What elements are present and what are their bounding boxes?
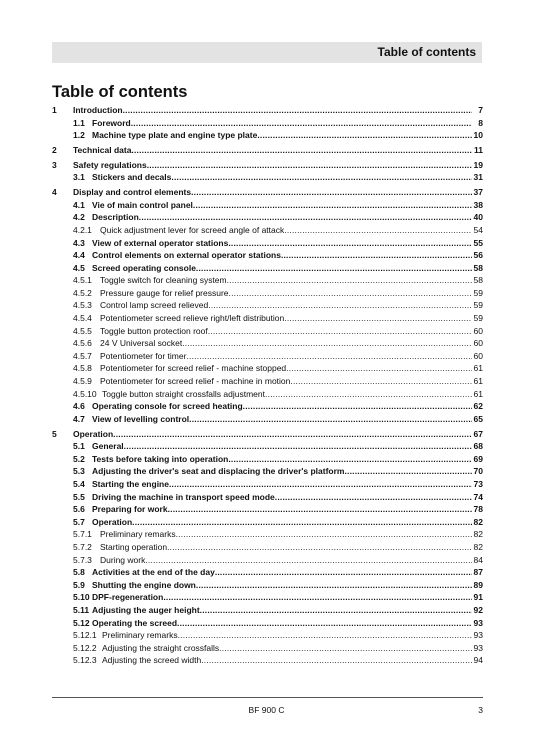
toc-entry-title: Foreword [92, 117, 131, 128]
toc-entry-page: 91 [473, 592, 483, 603]
toc-entry-page: 7 [478, 105, 483, 115]
toc-entry[interactable] [52, 186, 483, 199]
toc-entry-number: 5.12 [73, 617, 90, 628]
toc-entry-page: 61 [473, 376, 483, 387]
toc-entry-page: 58 [473, 262, 483, 273]
dot-leader [189, 413, 472, 426]
toc-entry-title: Operating the screed [92, 617, 178, 628]
toc-entry-page: 40 [473, 212, 483, 223]
toc-entry[interactable] [52, 299, 483, 312]
dot-leader [191, 186, 472, 199]
toc-entry-page: 11 [474, 144, 483, 155]
toc-entry-page: 78 [473, 504, 483, 515]
toc-entry-title: Toggle button straight crossfalls adjustment [102, 388, 266, 399]
toc-entry-page: 61 [473, 363, 483, 374]
toc-entry-title: Starting operation [100, 541, 168, 552]
toc-entry[interactable] [52, 428, 483, 441]
dot-leader [284, 224, 472, 237]
toc-entry-title: Driving the machine in transport speed mode [92, 491, 275, 502]
dot-leader [186, 350, 472, 363]
dot-leader [228, 453, 472, 466]
dot-leader [131, 144, 472, 157]
toc-entry-number: 5.7.2 [73, 541, 92, 552]
toc-entry-page: 84 [473, 554, 483, 565]
toc-entry-title: Operation [92, 516, 133, 527]
toc-entry[interactable] [52, 516, 483, 529]
dot-leader [275, 491, 472, 504]
toc-entry-page: 37 [473, 187, 483, 198]
toc-entry-number: 5 [52, 428, 57, 439]
toc-entry[interactable] [52, 413, 483, 426]
toc-entry-page: 19 [473, 159, 483, 170]
toc-entry-page: 93 [473, 642, 483, 653]
toc-entry-page: 94 [473, 655, 483, 666]
toc-entry-title: DPF-regeneration [92, 592, 164, 603]
dot-leader [163, 591, 472, 604]
toc-entry[interactable] [52, 199, 483, 212]
dot-leader [182, 337, 472, 350]
toc-entry-number: 5.5 [73, 491, 85, 502]
toc-entry-number: 5.12.3 [73, 655, 97, 666]
toc-entry-title: Safety regulations [73, 159, 147, 170]
toc-entry[interactable] [52, 528, 483, 541]
toc-entry[interactable] [52, 129, 483, 142]
toc-entry-page: 65 [473, 413, 483, 424]
toc-entry-number: 5.9 [73, 579, 85, 590]
footer-page-number: 3 [478, 705, 483, 715]
toc-entry[interactable] [52, 211, 483, 224]
toc-entry-title: Preliminary remarks [102, 630, 178, 641]
toc-entry[interactable] [52, 541, 483, 554]
toc-entry-number: 5.10 [73, 592, 90, 603]
toc-entry-title: Adjusting the auger height [92, 604, 200, 615]
toc-entry-page: 89 [473, 579, 483, 590]
dot-leader [281, 249, 472, 262]
toc-entry-title: General [92, 441, 124, 452]
toc-entry-page: 60 [473, 325, 483, 336]
toc-entry-number: 5.1 [73, 441, 85, 452]
toc-entry-title: Adjusting the straight crossfalls [102, 642, 220, 653]
dot-leader [124, 440, 472, 453]
toc-entry[interactable] [52, 375, 483, 388]
toc-entry-page: 55 [473, 237, 483, 248]
toc-entry-page: 54 [473, 224, 483, 235]
dot-leader [176, 528, 472, 541]
toc-entry-number: 4.5.9 [73, 376, 92, 387]
toc-entry[interactable] [52, 400, 483, 413]
toc-entry[interactable] [52, 566, 483, 579]
toc-entry-number: 5.7.3 [73, 554, 92, 565]
toc-entry-page: 93 [473, 617, 483, 628]
toc-entry-title: Potentiometer for screed relief - machine in motion [100, 376, 291, 387]
toc-entry-title: Description [92, 212, 139, 223]
toc-entry-number: 4.5.10 [73, 388, 97, 399]
toc-entry[interactable] [52, 453, 483, 466]
toc-entry-number: 4.5.1 [73, 275, 92, 286]
toc-entry[interactable] [52, 591, 483, 604]
toc-entry-number: 1 [52, 105, 57, 115]
footer-model: BF 900 C [248, 705, 285, 715]
toc-entry[interactable] [52, 465, 483, 478]
toc-entry-title: Tests before taking into operation [92, 453, 229, 464]
toc-entry-title: Potentiometer screed relieve right/left distribution [100, 313, 285, 324]
dot-leader [290, 375, 472, 388]
toc-entry-number: 5.12.2 [73, 642, 97, 653]
toc-entry-number: 1.2 [73, 130, 85, 141]
toc-entry-number: 5.11 [73, 604, 90, 615]
header-band [52, 42, 482, 63]
dot-leader [177, 617, 472, 630]
dot-leader [201, 654, 472, 667]
toc-entry[interactable] [52, 237, 483, 250]
toc-entry[interactable] [52, 491, 483, 504]
toc-entry[interactable] [52, 579, 483, 592]
toc-entry-page: 68 [473, 441, 483, 452]
toc-entry-number: 4.6 [73, 401, 85, 412]
toc-entry-number: 5.2 [73, 453, 85, 464]
header-title: Table of contents [377, 45, 476, 59]
dot-leader [208, 299, 472, 312]
toc-entry-page: 62 [473, 401, 483, 412]
toc-entry-title: Preparing for work [92, 504, 168, 515]
dot-leader [215, 566, 472, 579]
toc-entry-number: 4.5.8 [73, 363, 92, 374]
toc-entry[interactable] [52, 287, 483, 300]
toc-entry-number: 3 [52, 159, 57, 170]
dot-leader [200, 604, 472, 617]
toc-entry-title: Potentiometer for timer [100, 350, 187, 361]
toc-entry-title: Introduction [73, 105, 123, 115]
toc-entry[interactable] [52, 440, 483, 453]
toc-entry-title: Operation [73, 428, 114, 439]
toc-entry-title: Quick adjustment lever for screed angle of attack [100, 224, 285, 235]
dot-leader [196, 262, 472, 275]
toc-entry-title: Control elements on external operator stations [92, 250, 281, 261]
toc-entry-number: 5.4 [73, 478, 85, 489]
toc-entry-number: 4.5.6 [73, 338, 92, 349]
dot-leader [284, 312, 472, 325]
dot-leader [132, 516, 472, 529]
toc-entry[interactable] [52, 503, 483, 516]
toc-entry[interactable] [52, 224, 483, 237]
toc-entry-page: 31 [473, 172, 483, 183]
toc-entry-page: 58 [473, 275, 483, 286]
toc-entry-number: 4.5.5 [73, 325, 92, 336]
toc-entry-title: View of levelling control [92, 413, 190, 424]
toc-entry-number: 4.1 [73, 199, 85, 210]
toc-entry[interactable] [52, 388, 483, 401]
toc-entry[interactable] [52, 629, 483, 642]
dot-leader [171, 171, 472, 184]
toc-entry-title: Shutting the engine down [92, 579, 196, 590]
page-title: Table of contents [52, 83, 188, 101]
toc-entry[interactable] [52, 325, 483, 338]
toc-entry-page: 92 [473, 604, 483, 615]
toc-entry[interactable] [52, 604, 483, 617]
toc-entry-page: 8 [478, 117, 483, 128]
toc-entry-page: 73 [473, 478, 483, 489]
toc-entry[interactable] [52, 159, 483, 172]
toc-entry-number: 1.1 [73, 117, 85, 128]
toc-entry-number: 2 [52, 144, 57, 155]
dot-leader [257, 129, 472, 142]
toc-entry[interactable] [52, 117, 483, 130]
toc-entry[interactable] [52, 274, 483, 287]
toc-entry[interactable] [52, 337, 483, 350]
toc-entry[interactable] [52, 478, 483, 491]
toc-entry-number: 4 [52, 187, 57, 198]
toc-entry[interactable] [52, 554, 483, 567]
toc-entry-title: Screed operating console [92, 262, 196, 273]
toc-entry-number: 4.3 [73, 237, 85, 248]
toc-entry-number: 5.7.1 [73, 529, 92, 540]
toc-entry-number: 5.6 [73, 504, 85, 515]
toc-entry-page: 60 [473, 338, 483, 349]
toc-entry-page: 60 [473, 350, 483, 361]
toc-entry[interactable] [52, 262, 483, 275]
toc-entry-number: 5.7 [73, 516, 85, 527]
toc-entry-page: 61 [473, 388, 483, 399]
toc-entry-title: Control lamp screed relieved [100, 300, 209, 311]
dot-leader [208, 325, 472, 338]
toc-entry-page: 70 [473, 466, 483, 477]
dot-leader [169, 478, 472, 491]
toc-entry-title: 24 V Universal socket [100, 338, 183, 349]
toc-entry-number: 5.3 [73, 466, 85, 477]
toc-entry-number: 4.5.4 [73, 313, 92, 324]
toc-entry-title: Display and control elements [73, 187, 192, 198]
toc-entry-title: Adjusting the driver's seat and displacing the driver's platform [92, 466, 345, 477]
toc-entry[interactable] [52, 642, 483, 655]
dot-leader [145, 554, 472, 567]
dot-leader [286, 362, 472, 375]
toc-entry-number: 4.5.7 [73, 350, 92, 361]
toc-entry-title: During work [100, 554, 146, 565]
toc-entry-number: 4.2 [73, 212, 85, 223]
toc-entry[interactable] [52, 249, 483, 262]
toc-entry-title: Toggle button protection roof [100, 325, 208, 336]
toc-entry-title: Pressure gauge for relief pressure [100, 287, 229, 298]
dot-leader [196, 579, 472, 592]
dot-leader [139, 211, 472, 224]
dot-leader [131, 117, 472, 130]
dot-leader [113, 428, 472, 441]
toc-entry-page: 93 [473, 630, 483, 641]
toc-entry-page: 59 [473, 300, 483, 311]
toc-entry-title: Starting the engine [92, 478, 169, 489]
dot-leader [219, 642, 472, 655]
toc-entry-page: 10 [473, 130, 483, 141]
toc-entry-page: 59 [473, 313, 483, 324]
toc-entry-number: 5.8 [73, 567, 85, 578]
toc-entry-page: 87 [473, 567, 483, 578]
toc-entry-title: View of external operator stations [92, 237, 229, 248]
toc-entry-page: 59 [473, 287, 483, 298]
toc-entry[interactable] [52, 617, 483, 630]
dot-leader [228, 237, 472, 250]
dot-leader [123, 104, 472, 117]
dot-leader [193, 199, 472, 212]
dot-leader [167, 541, 472, 554]
toc-entry-number: 4.2.1 [73, 224, 92, 235]
dot-leader [227, 274, 472, 287]
dot-leader [168, 503, 472, 516]
toc-entry-title: Activities at the end of the day [92, 567, 215, 578]
toc-entry-page: 69 [473, 453, 483, 464]
dot-leader [265, 388, 472, 401]
toc-entry-page: 38 [473, 199, 483, 210]
toc-entry-number: 3.1 [73, 172, 85, 183]
toc-entry-title: Vie of main control panel [92, 199, 193, 210]
toc-entry-page: 74 [473, 491, 483, 502]
dot-leader [178, 629, 472, 642]
toc-entry-title: Potentiometer for screed relief - machine stopped [100, 363, 287, 374]
toc-entry-page: 82 [473, 541, 483, 552]
toc-entry-number: 4.5 [73, 262, 85, 273]
toc-entry-number: 4.4 [73, 250, 85, 261]
toc-entry[interactable] [52, 144, 483, 157]
toc-entry-number: 4.5.2 [73, 287, 92, 298]
toc-entry-title: Operating console for screed heating [92, 401, 243, 412]
toc-entry-number: 5.12.1 [73, 630, 97, 641]
toc-entry-title: Toggle switch for cleaning system [100, 275, 227, 286]
toc-entry[interactable] [52, 312, 483, 325]
toc-entry-title: Stickers and decals [92, 172, 172, 183]
dot-leader [243, 400, 472, 413]
toc-entry[interactable] [52, 362, 483, 375]
dot-leader [229, 287, 472, 300]
toc-entry-page: 82 [473, 516, 483, 527]
toc-entry[interactable] [52, 654, 483, 667]
toc-entry[interactable] [52, 104, 483, 117]
toc-entry-number: 4.5.3 [73, 300, 92, 311]
dot-leader [147, 159, 472, 172]
toc-entry-page: 56 [473, 250, 483, 261]
toc-entry-number: 4.7 [73, 413, 85, 424]
toc-entry[interactable] [52, 171, 483, 184]
toc-entry-title: Adjusting the screed width [102, 655, 202, 666]
toc-entry-page: 82 [473, 529, 483, 540]
toc-list [52, 104, 483, 667]
toc-entry-page: 67 [473, 428, 483, 439]
toc-entry-title: Machine type plate and engine type plate [92, 130, 258, 141]
footer-divider [52, 697, 483, 698]
toc-entry-title: Technical data [73, 144, 132, 155]
toc-entry-title: Preliminary remarks [100, 529, 176, 540]
dot-leader [345, 465, 473, 478]
toc-entry[interactable] [52, 350, 483, 363]
